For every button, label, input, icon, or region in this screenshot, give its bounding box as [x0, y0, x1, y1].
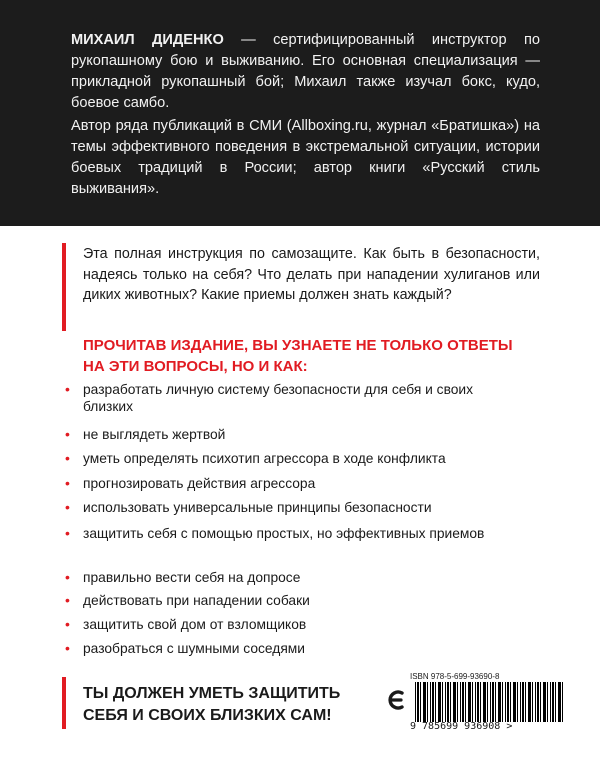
- bullet-icon: •: [65, 450, 70, 466]
- list-item: [65, 640, 493, 657]
- list-item: [65, 569, 493, 586]
- motto-text: ТЫ ДОЛЖЕН УМЕТЬ ЗАЩИТИТЬ СЕБЯ И СВОИХ БЛИЗКИХ САМ!: [83, 685, 341, 724]
- list-item: [65, 426, 493, 443]
- list-item-text: действовать при нападении собаки: [83, 593, 310, 608]
- author-name: МИХАИЛ ДИДЕНКО: [71, 32, 224, 48]
- list-item-text: разобраться с шумными соседями: [83, 641, 305, 656]
- list-item: [65, 592, 493, 609]
- list-item-text: не выглядеть жертвой: [83, 427, 226, 442]
- author-publications: Автор ряда публикаций в СМИ (Allboxing.ru, журнал «Братишка») на темы эффективного поведения в экстремальной ситуации, истории боевых традиций в России; автор книги «Русский стиль выживания».: [71, 118, 540, 197]
- list-item-text: использовать универсальные принципы безопасности: [83, 500, 432, 515]
- bullet-icon: •: [65, 475, 70, 491]
- list-item: [65, 616, 493, 633]
- list-item-text: прогнозировать действия агрессора: [83, 476, 316, 491]
- barcode-number: 9 785699 936908 >: [410, 721, 513, 732]
- bullet-icon: •: [65, 592, 70, 608]
- list-item: [65, 475, 493, 492]
- eksmo-logo-icon: [385, 686, 407, 714]
- list-item: [65, 450, 493, 467]
- list-item-text: уметь определять психотип агрессора в ходе конфликта: [83, 451, 446, 466]
- list-item-text: правильно вести себя на допросе: [83, 570, 301, 585]
- bullet-icon: •: [65, 569, 70, 585]
- author-bio-text: — сертифицированный инструктор по рукопашному бою и выживанию. Его основная специализация — прикладной рукопашный бой; Михаил также изучал бокс, кудо, боевое самбо.: [71, 32, 540, 111]
- list-item: [65, 525, 493, 542]
- intro-text: Эта полная инструкция по самозащите. Как быть в безопасности, надеясь только на себя? Что делать при нападении хулиганов или диких животных? Какие приемы должен знать каждый?: [83, 246, 540, 303]
- list-item-text: защитить себя с помощью простых, но эффективных приемов: [83, 526, 485, 541]
- bullet-icon: •: [65, 525, 70, 541]
- list-item-text: защитить свой дом от взломщиков: [83, 617, 307, 632]
- list-item: [65, 499, 493, 516]
- bullet-icon: •: [65, 616, 70, 632]
- isbn-block: [410, 672, 570, 734]
- bullet-icon: •: [65, 426, 70, 442]
- bullet-icon: •: [65, 640, 70, 656]
- isbn-label: ISBN 978-5-699-93690-8: [410, 672, 500, 681]
- list-item-text: разработать личную систему безопасности для себя и своих близких: [83, 382, 474, 414]
- barcode: [415, 682, 565, 722]
- bullet-icon: •: [65, 381, 70, 397]
- bullet-icon: •: [65, 499, 70, 515]
- accent-bar-bottom: [62, 677, 66, 729]
- benefits-heading: ПРОЧИТАВ ИЗДАНИЕ, ВЫ УЗНАЕТЕ НЕ ТОЛЬКО ОТВЕТЫ НА ЭТИ ВОПРОСЫ, НО И КАК:: [83, 337, 513, 375]
- list-item: [65, 381, 493, 415]
